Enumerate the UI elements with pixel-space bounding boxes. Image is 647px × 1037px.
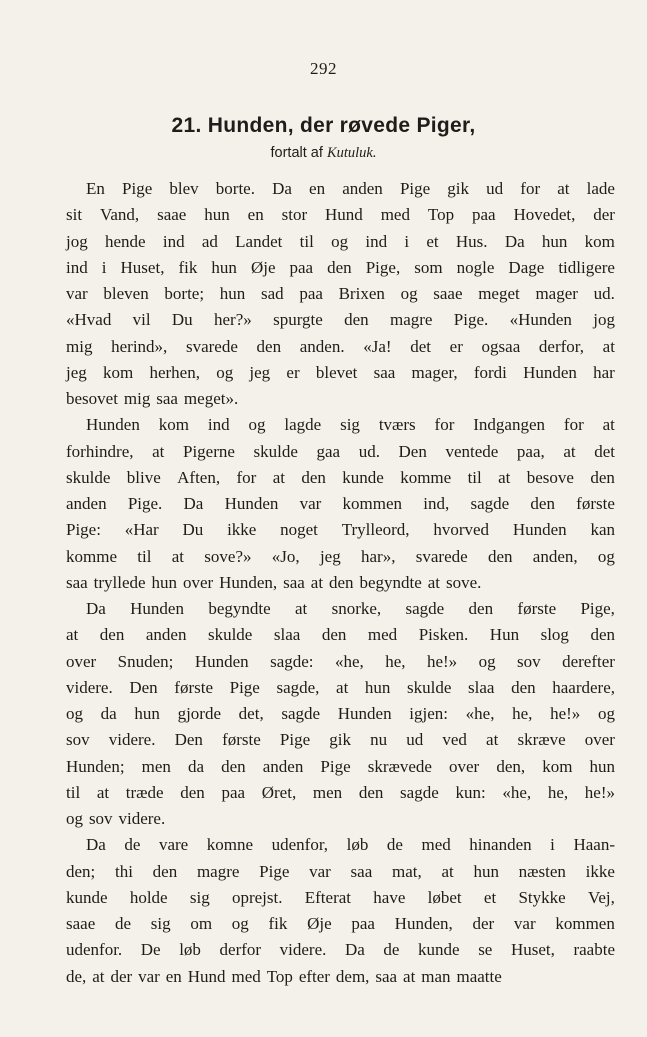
- chapter-title: 21. Hunden, der røvede Piger,: [171, 114, 476, 137]
- text-line: at den anden skulde slaa den med Pisken. Hun slog den: [66, 625, 615, 645]
- text-line: mig herind», svarede den anden. «Ja! det er ogsaa derfor, at: [66, 336, 615, 356]
- text-line: var bleven borte; hun sad paa Brixen og saae meget mager ud.: [66, 284, 615, 303]
- text-line: ind i Huset, fik hun Øje paa den Pige, som nogle Dage tidligere: [66, 257, 615, 277]
- text-line: og sov videre.: [66, 809, 166, 828]
- text-line: besovet mig saa meget».: [66, 389, 239, 408]
- subtitle-prefix: fortalt af: [270, 145, 323, 161]
- text-line: sov videre. Den første Pige gik nu ud ved at skræve over: [66, 730, 615, 750]
- text-line: sit Vand, saae hun en stor Hund med Top paa Hovedet, der: [66, 205, 615, 225]
- text-line: komme til at sove?» «Jo, jeg har», svarede den anden, og: [66, 546, 615, 566]
- text-line: videre. Den første Pige sagde, at hun skulde slaa den haardere,: [66, 677, 615, 697]
- text-line: En Pige blev borte. Da en anden Pige gik ud for at lade: [86, 179, 615, 198]
- text-line: den; thi den magre Pige var saa mat, at hun næsten ikke: [66, 861, 615, 881]
- text-line: skulde blive Aften, for at den kunde komme til at besove den: [66, 467, 615, 487]
- text-line: saae de sig om og fik Øje paa Hunden, der var kommen: [66, 914, 615, 933]
- text-line: jog hende ind ad Landet til og ind i et Hus. Da hun kom: [66, 231, 615, 251]
- text-line: over Snuden; Hunden sagde: «he, he, he!» og sov derefter: [66, 651, 615, 671]
- story-text: [66, 176, 615, 990]
- text-line: Pige: «Har Du ikke noget Trylleord, hvorved Hunden kan: [66, 520, 615, 540]
- chapter-subtitle: [0, 145, 647, 162]
- text-line: Da de vare komne udenfor, løb de med hinanden i Haan-: [86, 835, 615, 855]
- text-line: til at træde den paa Øret, men den sagde kun: «he, he, he!»: [66, 782, 615, 802]
- page-number: 292: [310, 59, 337, 78]
- text-line: jeg kom herhen, og jeg er blevet saa mager, fordi Hunden har: [66, 362, 615, 382]
- text-line: Hunden; men da den anden Pige skrævede over den, kom hun: [66, 756, 615, 776]
- narrator-name: Kutuluk.: [326, 145, 377, 161]
- text-line: Da Hunden begyndte at snorke, sagde den første Pige,: [86, 599, 615, 618]
- text-line: udenfor. De løb derfor videre. Da de kunde se Huset, raabte: [66, 940, 615, 960]
- text-line: forhindre, at Pigerne skulde gaa ud. Den ventede paa, at det: [66, 441, 615, 461]
- text-line: «Hvad vil Du her?» spurgte den magre Pige. «Hunden jog: [66, 310, 615, 330]
- text-line: saa tryllede hun over Hunden, saa at den begyndte at sove.: [66, 572, 482, 592]
- text-line: kunde holde sig oprejst. Efterat have løbet et Stykke Vej,: [66, 887, 615, 907]
- text-line: de, at der var en Hund med Top efter dem, saa at man maatte: [66, 966, 502, 986]
- text-line: og da hun gjorde det, sagde Hunden igjen: «he, he, he!» og: [66, 704, 615, 723]
- text-line: Hunden kom ind og lagde sig tværs for Indgangen for at: [86, 415, 615, 435]
- text-line: anden Pige. Da Hunden var kommen ind, sagde den første: [66, 494, 615, 513]
